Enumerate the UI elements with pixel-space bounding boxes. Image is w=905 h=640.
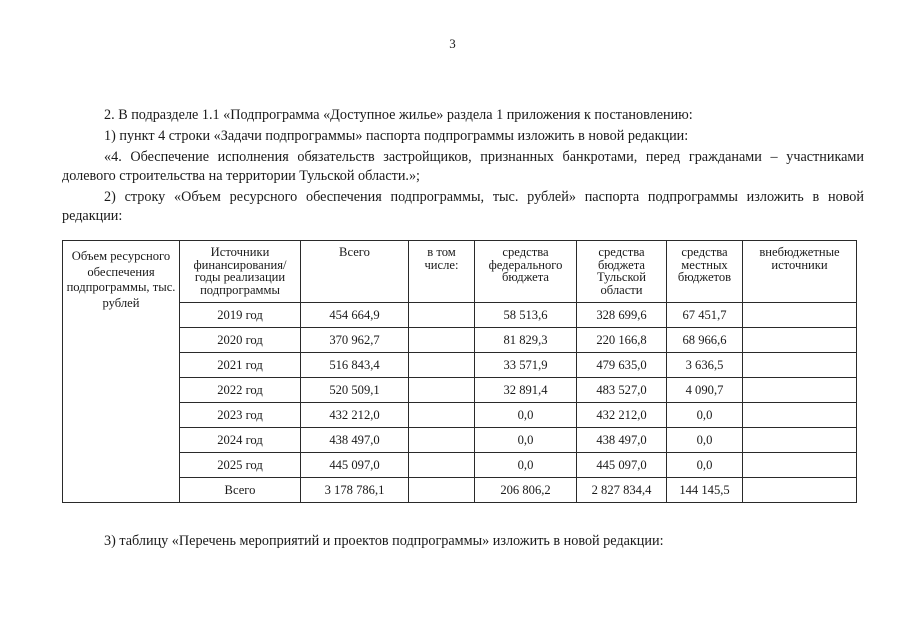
header-regional: средства бюджета Тульской области xyxy=(577,241,667,303)
page-number: 3 xyxy=(449,36,456,51)
regional-cell: 328 699,6 xyxy=(577,303,667,328)
year-cell: 2019 год xyxy=(180,303,301,328)
regional-cell: 438 497,0 xyxy=(577,428,667,453)
table-row xyxy=(63,403,857,428)
regional-cell: 445 097,0 xyxy=(577,453,667,478)
offbudget-cell xyxy=(743,328,857,353)
federal-cell: 58 513,6 xyxy=(475,303,577,328)
offbudget-cell xyxy=(743,378,857,403)
total-cell: 445 097,0 xyxy=(301,453,409,478)
table-header-row xyxy=(63,241,857,303)
paragraph-item-2: 2) строку «Объем ресурсного обеспечения подпрограммы, тыс. рублей» паспорта подпрограммы изложить в новой редакции: xyxy=(62,189,864,224)
table-row xyxy=(63,428,857,453)
local-cell: 0,0 xyxy=(667,403,743,428)
offbudget-cell xyxy=(743,353,857,378)
regional-cell: 483 527,0 xyxy=(577,378,667,403)
total-cell: 520 509,1 xyxy=(301,378,409,403)
year-cell: Всего xyxy=(180,478,301,503)
local-cell: 0,0 xyxy=(667,428,743,453)
table-row xyxy=(63,353,857,378)
header-local: средства местных бюджетов xyxy=(667,241,743,303)
including-cell xyxy=(409,378,475,403)
including-cell xyxy=(409,453,475,478)
total-cell: 432 212,0 xyxy=(301,403,409,428)
header-total: Всего xyxy=(301,241,409,303)
local-cell: 144 145,5 xyxy=(667,478,743,503)
paragraph-item-3: 3) таблицу «Перечень мероприятий и проектов подпрограммы» изложить в новой редакции: xyxy=(104,533,664,549)
year-cell: 2020 год xyxy=(180,328,301,353)
total-cell: 454 664,9 xyxy=(301,303,409,328)
side-label-cell: Объем ресурсного обеспечения подпрограммы, тыс. рублей xyxy=(63,241,180,503)
total-cell: 370 962,7 xyxy=(301,328,409,353)
table-body xyxy=(63,241,857,503)
including-cell xyxy=(409,303,475,328)
table-row xyxy=(63,328,857,353)
offbudget-cell xyxy=(743,478,857,503)
year-cell: 2025 год xyxy=(180,453,301,478)
local-cell: 3 636,5 xyxy=(667,353,743,378)
including-cell xyxy=(409,428,475,453)
local-cell: 4 090,7 xyxy=(667,378,743,403)
federal-cell: 32 891,4 xyxy=(475,378,577,403)
table-row xyxy=(63,303,857,328)
year-cell: 2023 год xyxy=(180,403,301,428)
including-cell xyxy=(409,328,475,353)
regional-cell: 432 212,0 xyxy=(577,403,667,428)
header-offbudget: внебюджетные источники xyxy=(743,241,857,303)
header-federal: средства федерального бюджета xyxy=(475,241,577,303)
federal-cell: 0,0 xyxy=(475,428,577,453)
federal-cell: 33 571,9 xyxy=(475,353,577,378)
including-cell xyxy=(409,353,475,378)
local-cell: 68 966,6 xyxy=(667,328,743,353)
regional-cell: 479 635,0 xyxy=(577,353,667,378)
total-cell: 516 843,4 xyxy=(301,353,409,378)
paragraph-quote: «4. Обеспечение исполнения обязательств застройщиков, признанных банкротами, перед гражданами – участниками долевого строительства на территории Тульской области.»; xyxy=(62,149,864,184)
offbudget-cell xyxy=(743,453,857,478)
including-cell xyxy=(409,478,475,503)
year-cell: 2021 год xyxy=(180,353,301,378)
paragraph-item-1: 1) пункт 4 строки «Задачи подпрограммы» паспорта подпрограммы изложить в новой редакции: xyxy=(104,128,689,144)
year-cell: 2024 год xyxy=(180,428,301,453)
offbudget-cell xyxy=(743,428,857,453)
total-cell: 438 497,0 xyxy=(301,428,409,453)
local-cell: 67 451,7 xyxy=(667,303,743,328)
offbudget-cell xyxy=(743,403,857,428)
table-row xyxy=(63,378,857,403)
offbudget-cell xyxy=(743,303,857,328)
federal-cell: 206 806,2 xyxy=(475,478,577,503)
resource-table xyxy=(62,240,857,503)
federal-cell: 81 829,3 xyxy=(475,328,577,353)
regional-cell: 220 166,8 xyxy=(577,328,667,353)
header-including: в том числе: xyxy=(409,241,475,303)
local-cell: 0,0 xyxy=(667,453,743,478)
total-cell: 3 178 786,1 xyxy=(301,478,409,503)
federal-cell: 0,0 xyxy=(475,453,577,478)
paragraph-subsection: 2. В подразделе 1.1 «Подпрограмма «Доступное жилье» раздела 1 приложения к постановлению: xyxy=(104,107,693,123)
including-cell xyxy=(409,403,475,428)
regional-cell: 2 827 834,4 xyxy=(577,478,667,503)
header-sources: Источники финансирования/ годы реализации подпрограммы xyxy=(180,241,301,303)
table-row xyxy=(63,453,857,478)
table-row xyxy=(63,478,857,503)
federal-cell: 0,0 xyxy=(475,403,577,428)
year-cell: 2022 год xyxy=(180,378,301,403)
